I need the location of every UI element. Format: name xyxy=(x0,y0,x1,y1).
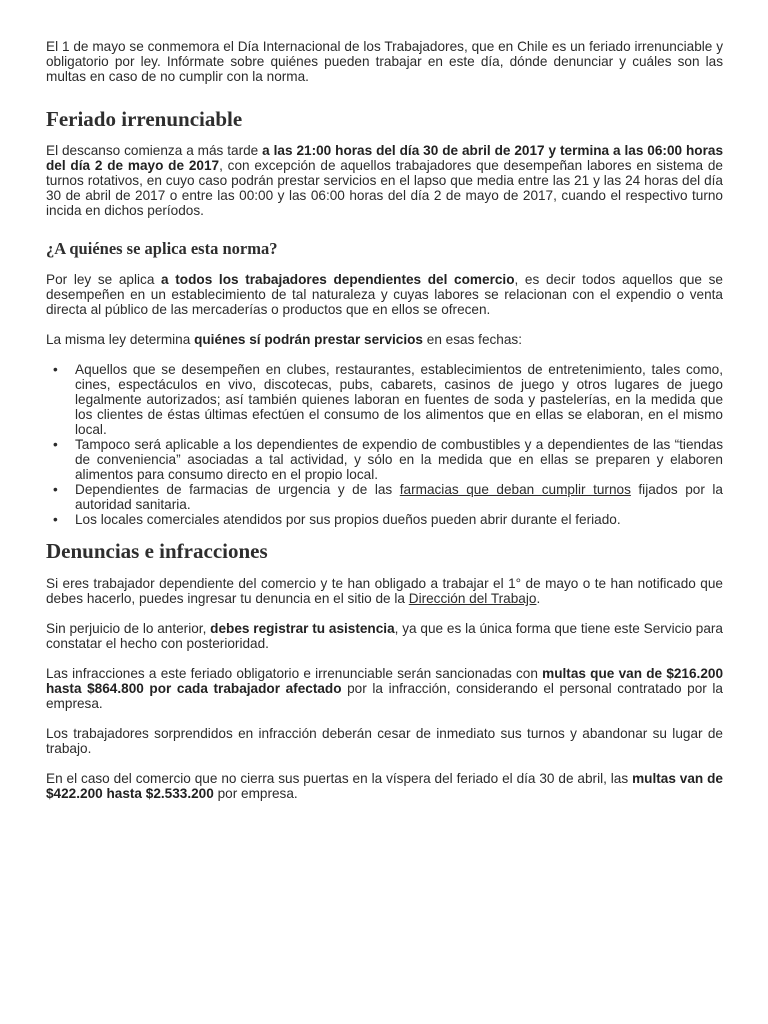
direccion-trabajo-link[interactable]: Dirección del Trabajo xyxy=(408,591,537,606)
list-item xyxy=(46,362,723,437)
bullet-icon: • xyxy=(53,362,58,377)
farmacias-text-b: fijados por la autoridad sanitaria. xyxy=(75,482,723,512)
list-item-text: Los locales comerciales atendidos por sus propios dueños pueden abrir durante el feriado. xyxy=(75,512,621,527)
descanso-text-a: El descanso comienza a más tarde xyxy=(46,143,263,158)
list-item xyxy=(46,482,723,512)
multas-text-a: Las infracciones a este feriado obligatorio e irrenunciable serán sancionadas con xyxy=(46,666,543,681)
farmacias-turnos-link[interactable]: farmacias que deban cumplir turnos xyxy=(399,482,631,497)
asistencia-paragraph xyxy=(46,621,723,651)
heading-a-quienes: ¿A quiénes se aplica esta norma? xyxy=(46,239,278,258)
bullet-icon: • xyxy=(53,437,58,452)
descanso-text-b: , con excepción de aquellos trabajadores que desempeñan labores en sistema de turnos rotativos, en cuyo caso podrán prestar servicios en el lapso que media entre las 21 y las 24 horas del día 30 de abril de 2017 o entre las 00:00 y las 06:00 horas del día 2 de mayo de 2017, cuando el respectivo turno incida en dichos períodos. xyxy=(46,158,723,218)
bullet-icon: • xyxy=(53,482,58,497)
misma-ley-text-a: La misma ley determina xyxy=(46,332,195,347)
denuncia-text-a: Si eres trabajador dependiente del comercio y te han obligado a trabajar el 1° de mayo o te han notificado que debes hacerlo, puedes ingresar tu denuncia en el sitio de la xyxy=(46,576,723,606)
list-item xyxy=(46,437,723,482)
descanso-dates-bold: a las 21:00 horas del día 30 de abril de 2017 y termina a las 06:00 horas del día 2 de mayo de 2017 xyxy=(46,143,723,173)
aplica-text-b: , es decir todos aquellos que se desempeñen en un establecimiento de tal naturaleza y cuyas labores se relacionan con el expendio o venta directa al público de las mercaderías o productos que en ellos se ofrecen. xyxy=(46,272,723,317)
cesar-turnos-paragraph: Los trabajadores sorprendidos en infracción deberán cesar de inmediato sus turnos y abandonar su lugar de trabajo. xyxy=(46,726,723,756)
vispera-text-a: En el caso del comercio que no cierra sus puertas en la víspera del feriado el día 30 de abril, las xyxy=(46,771,633,786)
exceptions-list xyxy=(46,362,723,527)
list-item-text: Aquellos que se desempeñen en clubes, restaurantes, establecimientos de entretenimiento, tales como, cines, espectáculos en vivo, discotecas, pubs, cabarets, casinos de juego y otros lugares de juego legalmente autorizados; así también quienes laboran en fuentes de soda y pastelerías, en la medida que los clientes de éstas últimas efectúen el consumo de los alimentos que en ellas se elaboran, en el mismo local. xyxy=(75,362,723,437)
denuncia-paragraph xyxy=(46,576,723,606)
intro-paragraph: El 1 de mayo se conmemora el Día Internacional de los Trabajadores, que en Chile es un feriado irrenunciable y obligatorio por ley. Infórmate sobre quiénes pueden trabajar en este día, dónde denunciar y cuáles son las multas en caso de no cumplir con la norma. xyxy=(46,39,723,84)
asistencia-text-a: Sin perjuicio de lo anterior, xyxy=(46,621,211,636)
list-item xyxy=(46,512,723,527)
vispera-paragraph xyxy=(46,771,723,801)
misma-ley-paragraph xyxy=(46,332,723,347)
asistencia-text-b: , ya que es la única forma que tiene este Servicio para constatar el hecho con posterioridad. xyxy=(46,621,723,651)
vispera-bold: multas van de $422.200 hasta $2.533.200 xyxy=(46,771,723,801)
aplica-bold: a todos los trabajadores dependientes del comercio xyxy=(161,272,515,287)
bullet-icon: • xyxy=(53,512,58,527)
heading-feriado-irrenunciable: Feriado irrenunciable xyxy=(46,107,243,131)
list-item-text: Tampoco será aplicable a los dependientes de expendio de combustibles y a dependientes de las “tiendas de conveniencia” asociadas a tal actividad, y sólo en la medida que en ellas se preparen y elaboren alimentos para consumo directo en el propio local. xyxy=(75,437,723,482)
misma-ley-text-b: en esas fechas: xyxy=(423,332,522,347)
heading-denuncias: Denuncias e infracciones xyxy=(46,539,268,563)
misma-ley-bold: quiénes sí podrán prestar servicios xyxy=(194,332,423,347)
asistencia-bold: debes registrar tu asistencia xyxy=(210,621,395,636)
aplica-text-a: Por ley se aplica xyxy=(46,272,162,287)
denuncia-text-b: . xyxy=(536,591,541,606)
multas-text-b: por la infracción, considerando el personal contratado por la empresa. xyxy=(46,681,723,711)
farmacias-text-a: Dependientes de farmacias de urgencia y de las xyxy=(75,482,400,497)
descanso-paragraph xyxy=(46,143,723,218)
article-body xyxy=(46,39,723,801)
multas-paragraph xyxy=(46,666,723,711)
aplica-paragraph xyxy=(46,272,723,317)
vispera-text-b: por empresa. xyxy=(213,786,298,801)
multas-bold: multas que van de $216.200 hasta $864.800 por cada trabajador afectado xyxy=(46,666,724,696)
